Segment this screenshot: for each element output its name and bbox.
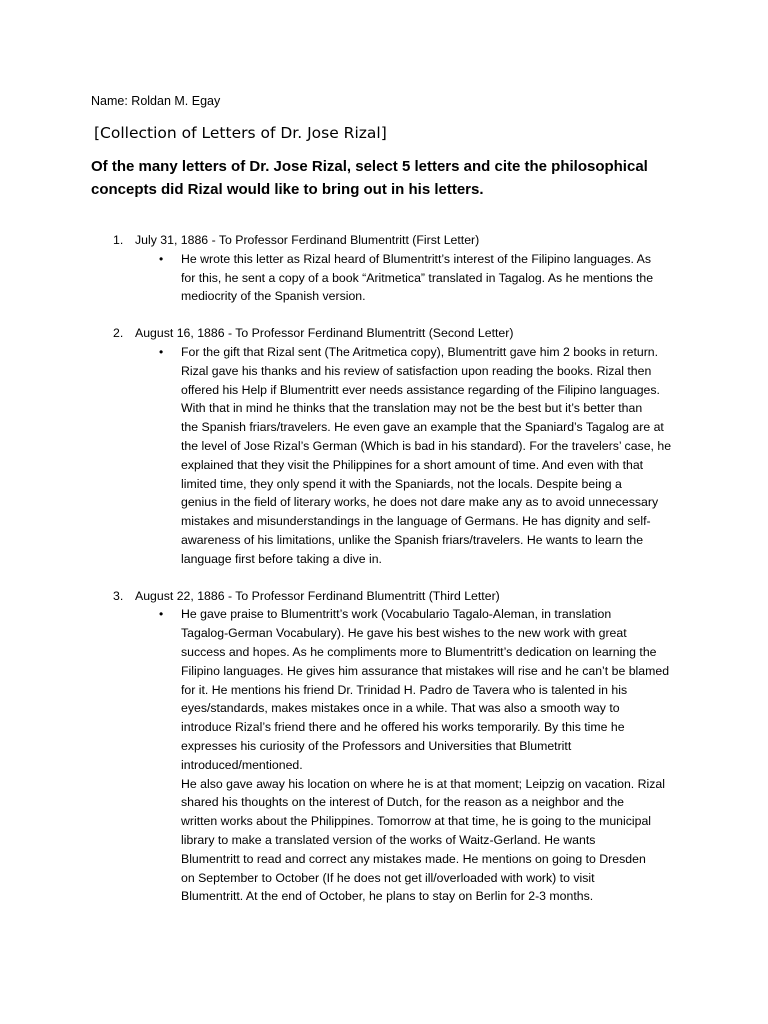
summary-line: expresses his curiosity of the Professors and Universities that Blumetritt xyxy=(181,738,572,753)
letter-summary xyxy=(91,250,681,306)
summary-line: Blumentritt. At the end of October, he plans to stay on Berlin for 2-3 months. xyxy=(181,889,594,904)
summary-line: awareness of his limitations, unlike the Spanish friars/travelers. He wants to learn the xyxy=(181,532,644,547)
letters-list xyxy=(91,231,691,924)
summary-line: eyes/standards, makes mistakes once in a while. That was also a smooth way to xyxy=(181,701,620,716)
summary-line: library to make a translated version of the works of Waitz-Gerland. He wants xyxy=(181,832,596,847)
letter-item xyxy=(91,587,691,907)
assignment-question xyxy=(91,155,691,201)
summary-line: offered his Help if Blumentritt ever needs assistance regarding of the Filipino languages. xyxy=(181,382,660,397)
collection-title: [Collection of Letters of Dr. Jose Rizal] xyxy=(94,124,387,142)
summary-line: genius in the field of literary works, he does not dare make any as to avoid unnecessary xyxy=(181,495,659,510)
letter-number: 2. xyxy=(113,326,124,341)
letter-item xyxy=(91,231,691,306)
letter-heading-text: August 22, 1886 - To Professor Ferdinand Blumentritt (Third Letter) xyxy=(135,588,500,603)
summary-line: explained that they visit the Philippines for a short amount of time. And even with that xyxy=(181,457,644,472)
summary-line: the Spanish friars/travelers. He even gave an example that the Spaniard’s Tagalog are at xyxy=(181,420,664,435)
summary-line: mediocrity of the Spanish version. xyxy=(181,289,366,304)
summary-line: mistakes and misunderstandings in the language of Germans. He has dignity and self- xyxy=(181,514,651,529)
summary-line: introduced/mentioned. xyxy=(181,757,303,772)
letter-heading xyxy=(91,587,691,606)
letter-heading xyxy=(91,231,691,250)
letter-summary xyxy=(91,343,681,569)
letter-heading xyxy=(91,324,691,343)
summary-line: the level of Jose Rizal’s German (Which is bad in his standard). For the travelers’ case, he xyxy=(181,438,672,453)
summary-line: for this, he sent a copy of a book “Aritmetica” translated in Tagalog. As he mentions the xyxy=(181,270,654,285)
letter-heading-text: August 16, 1886 - To Professor Ferdinand Blumentritt (Second Letter) xyxy=(135,326,514,341)
author-name: Name: Roldan M. Egay xyxy=(91,94,221,108)
summary-line: written works about the Philippines. Tomorrow at that time, he is going to the municipal xyxy=(181,814,652,829)
summary-line: Blumentritt to read and correct any mistakes made. He mentions on going to Dresden xyxy=(181,851,646,866)
question-line: Of the many letters of Dr. Jose Rizal, select 5 letters and cite the philosophical xyxy=(91,158,648,175)
summary-line: success and hopes. As he compliments more to Blumentritt’s dedication on learning the xyxy=(181,644,657,659)
question-line: concepts did Rizal would like to bring out in his letters. xyxy=(91,181,484,198)
summary-line: introduce Rizal’s friend there and he offered his works temporarily. By this time he xyxy=(181,720,625,735)
summary-line: limited time, they only spend it with the Spaniards, not the locals. Despite being a xyxy=(181,476,622,491)
summary-line: Filipino languages. He gives him assurance that mistakes will rise and he can’t be blamed xyxy=(181,663,670,678)
summary-line: Tagalog-German Vocabulary). He gave his best wishes to the new work with great xyxy=(181,626,627,641)
letter-heading-text: July 31, 1886 - To Professor Ferdinand Blumentritt (First Letter) xyxy=(135,233,480,247)
summary-line: language first before taking a dive in. xyxy=(181,551,382,566)
letter-summary xyxy=(91,605,681,906)
bullet-icon: • xyxy=(159,344,164,359)
summary-line: He gave praise to Blumentritt’s work (Vocabulario Tagalo-Aleman, in translation xyxy=(181,607,612,622)
summary-line: for it. He mentions his friend Dr. Trinidad H. Padro de Tavera who is talented in his xyxy=(181,682,628,697)
summary-line: For the gift that Rizal sent (The Aritmetica copy), Blumentritt gave him 2 books in return. xyxy=(181,344,659,359)
letter-number: 1. xyxy=(113,233,124,247)
letter-item xyxy=(91,324,691,568)
summary-line: shared his thoughts on the interest of Dutch, for the reason as a neighbor and the xyxy=(181,795,624,810)
letter-number: 3. xyxy=(113,588,124,603)
summary-line: With that in mind he thinks that the translation may not be the best but it’s better than xyxy=(181,401,643,416)
summary-line: Rizal gave his thanks and his review of satisfaction upon reading the books. Rizal then xyxy=(181,363,652,378)
summary-line: He wrote this letter as Rizal heard of Blumentritt’s interest of the Filipino languages. As xyxy=(181,251,652,266)
summary-line: He also gave away his location on where he is at that moment; Leipzig on vacation. Rizal xyxy=(181,776,665,791)
summary-line: on September to October (If he does not get ill/overloaded with work) to visit xyxy=(181,870,595,885)
bullet-icon: • xyxy=(159,251,164,266)
bullet-icon: • xyxy=(159,607,164,622)
